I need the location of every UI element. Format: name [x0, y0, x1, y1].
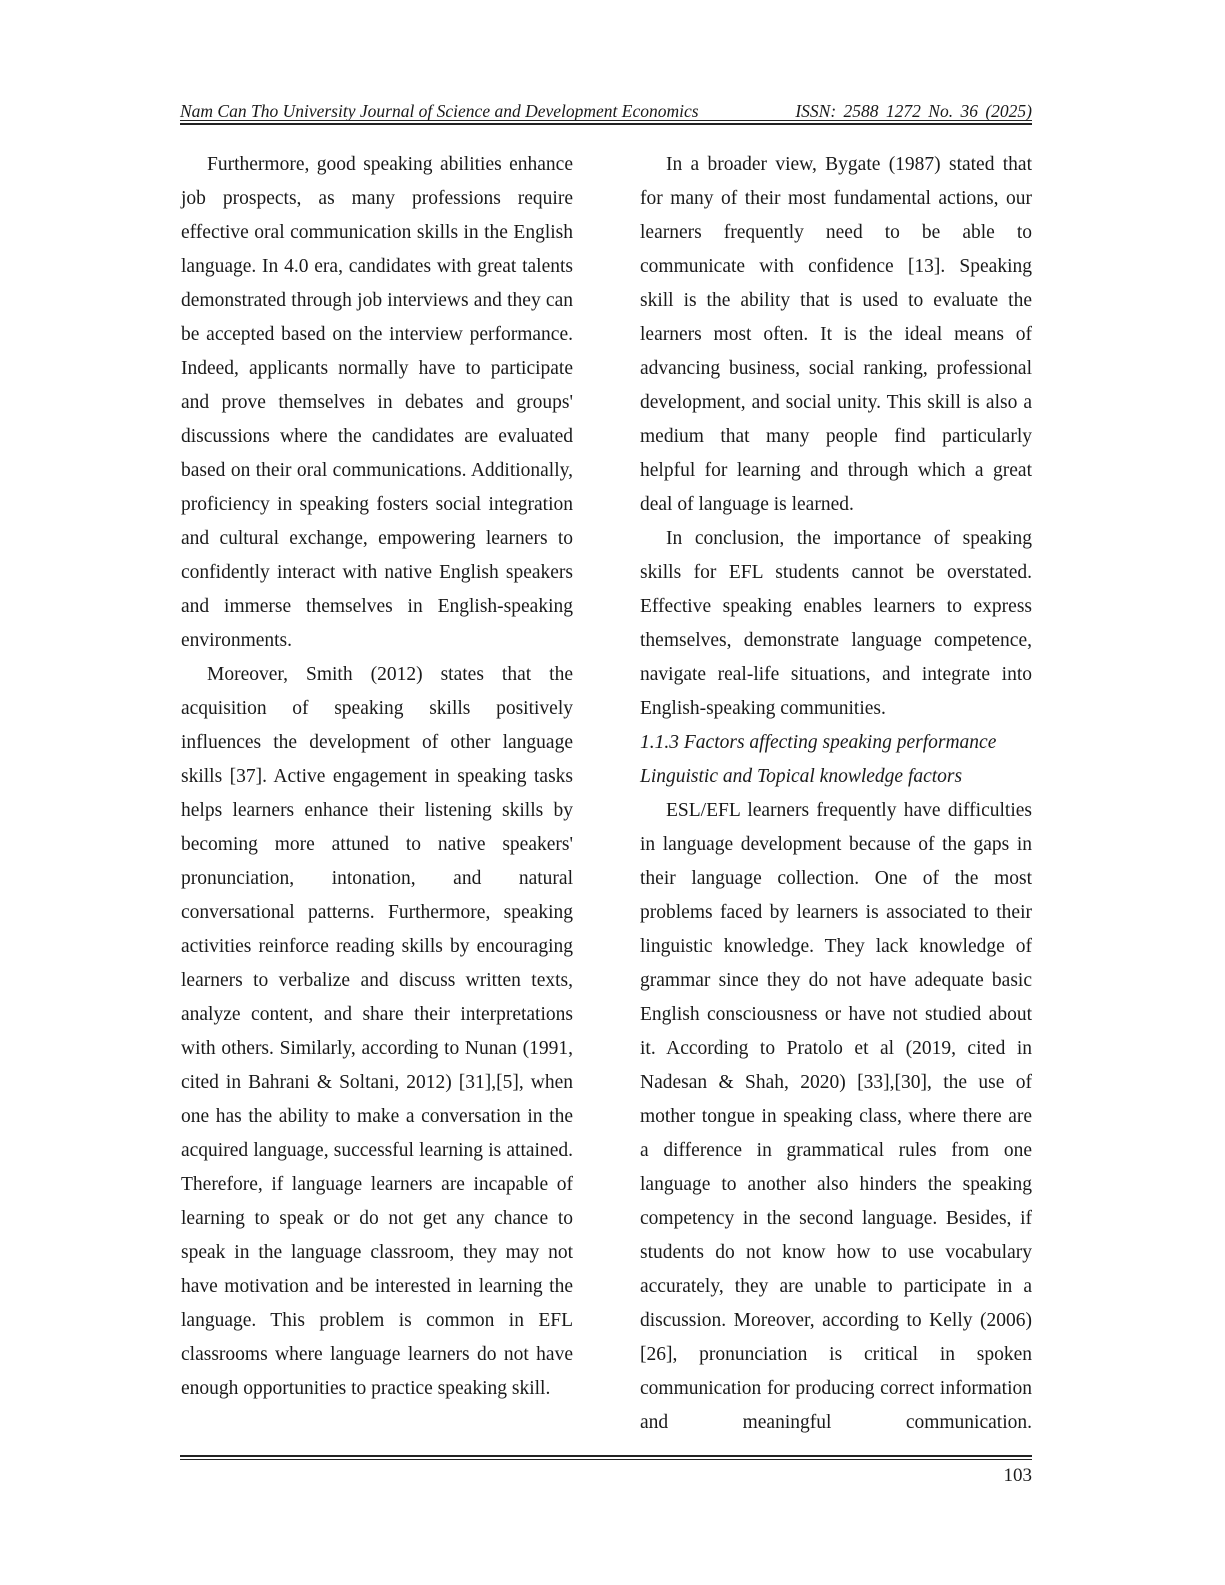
body-paragraph: In conclusion, the importance of speaking skills for EFL students cannot be overstated. Effective speaking enables learners to express themselves, demonstrate language competence, navigate real-life situations, and integrate into English-speaking communities. — [640, 528, 1032, 719]
section-heading: 1.1.3 Factors affecting speaking performance — [640, 732, 997, 753]
body-paragraph: ESL/EFL learners frequently have difficulties in language development because of the gaps in their language collection. One of the most problems faced by learners is associated to their linguistic knowledge. They lack knowledge of grammar since they do not have adequate basic English consciousness or have not studied about it. According to Pratolo et al (2019, cited in Nadesan & Shah, 2020) [33],[30], the use of mother tongue in speaking class, where there are a difference in grammatical rules from one language to another also hinders the speaking competency in the second language. Besides, if students do not know how to use vocabulary accurately, they are unable to participate in a discussion. Moreover, according to Kelly (2006) [26], pronunciation is critical in spoken communication for producing correct information and meaningful communication. — [640, 800, 1032, 1433]
issn-issue: ISSN: 2588 1272 No. 36 (2025) — [795, 101, 1032, 121]
footer-rule — [180, 1455, 1032, 1460]
body-paragraph: Furthermore, good speaking abilities enhance job prospects, as many professions require effective oral communication skills in the English language. In 4.0 era, candidates with great talents demonstrated through job interviews and they can be accepted based on the interview performance. Indeed, applicants normally have to participate and prove themselves in debates and groups' discussions where the candidates are evaluated based on their oral communications. Additionally, proficiency in speaking fosters social integration and cultural exchange, empowering learners to confidently interact with native English speakers and immerse themselves in English-speaking environments. — [181, 154, 573, 651]
journal-title: Nam Can Tho University Journal of Science and Development Economics — [180, 101, 699, 121]
left-column — [181, 148, 573, 1406]
running-header — [180, 96, 1032, 122]
right-column — [640, 148, 1032, 1440]
body-paragraph: Moreover, Smith (2012) states that the acquisition of speaking skills positively influences the development of other language skills [37]. Active engagement in speaking tasks helps learners enhance their listening skills by becoming more attuned to native speakers' pronunciation, intonation, and natural conversational patterns. Furthermore, speaking activities reinforce reading skills by encouraging learners to verbalize and discuss written texts, analyze content, and share their interpretations with others. Similarly, according to Nunan (1991, cited in Bahrani & Soltani, 2012) [31],[5], when one has the ability to make a conversation in the acquired language, successful learning is attained. Therefore, if language learners are incapable of learning to speak or do not get any chance to speak in the language classroom, they may not have motivation and be interested in learning the language. This problem is common in EFL classrooms where language learners do not have enough opportunities to practice speaking skill. — [181, 664, 573, 1399]
page-number: 103 — [1003, 1465, 1032, 1486]
header-rule — [180, 120, 1032, 125]
body-paragraph: In a broader view, Bygate (1987) stated that for many of their most fundamental actions, our learners frequently need to be able to communicate with confidence [13]. Speaking skill is the ability that is used to evaluate the learners most often. It is the ideal means of advancing business, social ranking, professional development, and social unity. This skill is also a medium that many people find particularly helpful for learning and through which a great deal of language is learned. — [640, 154, 1032, 515]
subsection-heading: Linguistic and Topical knowledge factors — [640, 766, 963, 787]
